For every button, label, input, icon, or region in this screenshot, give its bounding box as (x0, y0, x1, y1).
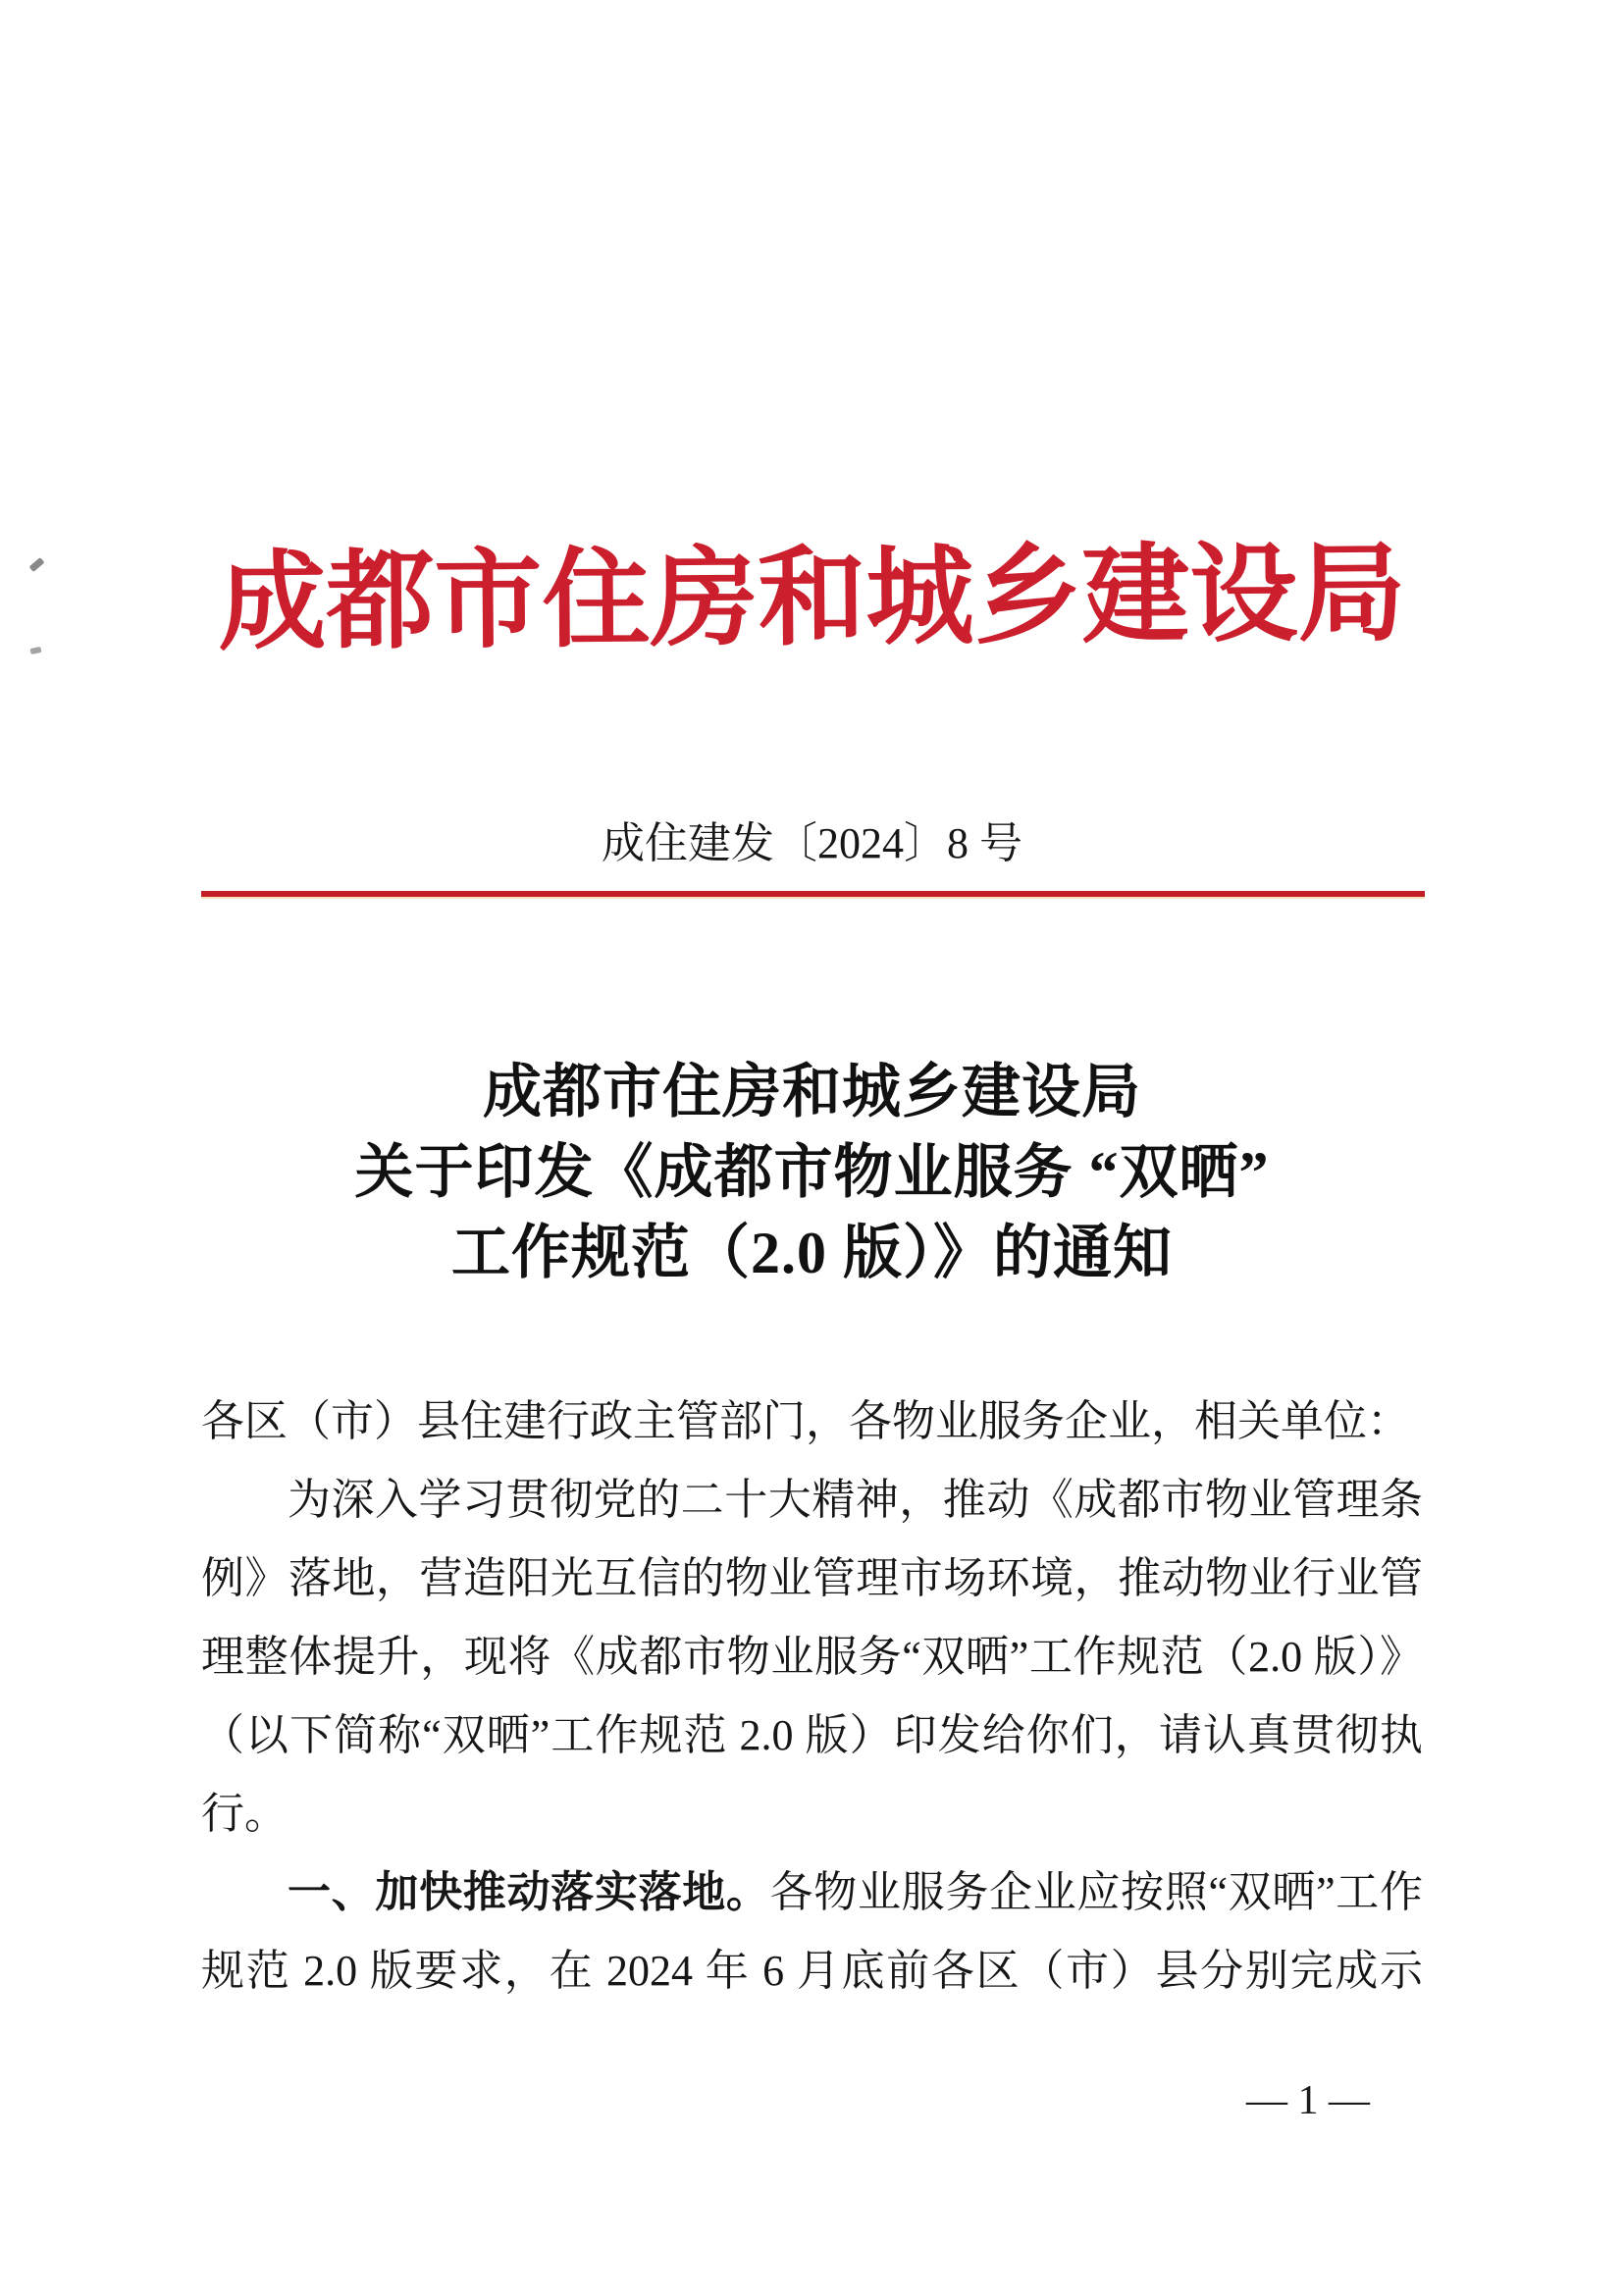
body-line: 例》落地，营造阳光互信的物业管理市场环境，推动物业行业管 (201, 1554, 1423, 1602)
document-number: 成住建发〔2024〕8 号 (602, 819, 1022, 867)
body-line: 理整体提升，现将《成都市物业服务“双晒”工作规范（2.0 版）》 (201, 1633, 1423, 1681)
body-line: 规范 2.0 版要求，在 2024 年 6 月底前各区（市）县分别完成示 (201, 1947, 1423, 1995)
section-1-text: 各物业服务企业应按照“双晒”工作 (769, 1868, 1423, 1916)
body-text (201, 1383, 1423, 2010)
page-number: — 1 — (1246, 2078, 1370, 2123)
body-line: 为深入学习贯彻党的二十大精神，推动《成都市物业管理条 (288, 1476, 1423, 1524)
body-line: （以下简称“双晒”工作规范 2.0 版）印发给你们，请认真贯彻执 (201, 1711, 1423, 1759)
body-line: 行。 (201, 1790, 288, 1838)
red-divider-rule (201, 891, 1425, 897)
notice-title-line-1: 成都市住房和城乡建设局 (483, 1060, 1141, 1124)
notice-title-line-3: 工作规范（2.0 版）》的通知 (451, 1221, 1173, 1285)
body-line-section-1 (201, 1853, 1423, 1932)
agency-red-header-title: 成都市住房和城乡建设局 (218, 534, 1406, 663)
body-line-salutation: 各区（市）县住建行政主管部门，各物业服务企业，相关单位： (201, 1397, 1410, 1445)
notice-title-line-2: 关于印发《成都市物业服务 “双晒” (354, 1140, 1270, 1205)
notice-title (0, 1052, 1624, 1293)
section-1-heading: 一、加快推动落实落地。 (288, 1868, 770, 1916)
